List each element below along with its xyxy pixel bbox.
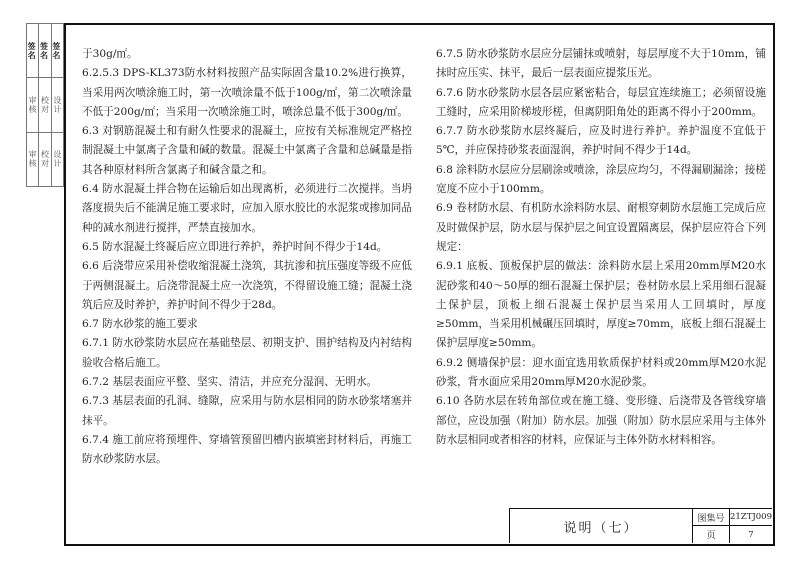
paragraph: 6.6 后浇带应采用补偿收缩混凝土浇筑，其抗渗和抗压强度等级不应低于两侧混凝土。后浇带混凝土应一次浇筑，不得留设施工缝；混凝土浇筑后应及时养护，养护时间不得少于28d。 xyxy=(82,260,412,311)
approval-label: 审核 xyxy=(27,78,38,132)
paragraph: 6.3 对钢筋混凝土和有耐久性要求的混凝土，应按有关标准规定严格控制混凝土中氯离子含量和碱的数量。混凝土中氯离子含量和总碱量是指其各种原材料所含氯离子和碱含量之和。 xyxy=(82,125,412,176)
paragraph: 6.9.2 侧墙保护层：迎水面宜选用软质保护材料或20mm厚M20水泥砂浆，背水面应采用20mm厚M20水泥砂浆。 xyxy=(436,356,766,389)
title-block-grid xyxy=(693,509,772,543)
paragraph: 6.8 涂料防水层应分层刷涂或喷涂，涂层应均匀，不得漏刷漏涂；接槎宽度不应小于100mm。 xyxy=(436,163,766,196)
approval-label: 设计 xyxy=(52,150,62,169)
paragraph: 6.7.6 防水砂浆防水层各层应紧密粘合，每层宜连续施工；必须留设施工缝时，应采用阶梯坡形槎，但离阴阳角处的距离不得小于200mm。 xyxy=(436,86,766,118)
page-label: 页 xyxy=(693,526,730,543)
approval-column xyxy=(27,24,39,186)
paragraph: 6.7.1 防水砂浆防水层应在基础垫层、初期支护、围护结构及内衬结构验收合格后施工。 xyxy=(82,337,412,369)
approval-label: 审核 xyxy=(28,150,38,169)
title-block xyxy=(509,508,772,543)
paragraph: 于30g/㎡。 xyxy=(82,48,138,60)
approval-label: 设计 xyxy=(52,78,63,132)
atlas-number-value: 21ZTJ009 xyxy=(730,509,772,526)
paragraph: 6.2.5.3 DPS-KL373防水材料按照产品实际固含量10.2%进行换算，当采用两次喷涂施工时，第一次喷涂量不低于100g/㎡，第二次喷涂量不低于200g/㎡；当采用一次喷涂施工时，喷涂总量不低于300g/㎡。 xyxy=(82,67,412,118)
paragraph: 6.7.3 基层表面的孔洞、缝隙，应采用与防水层相同的防水砂浆堵塞并抹平。 xyxy=(82,395,412,427)
page-number: 7 xyxy=(748,529,754,540)
paragraph: 6.7.2 基层表面应平整、坚实、清洁，并应充分湿润、无明水。 xyxy=(82,376,378,389)
approval-label: 校对 xyxy=(39,78,50,132)
paragraph: 6.7.5 防水砂浆防水层应分层铺抹或喷射，每层厚度不大于10mm，铺抹时应压实、抹平，最后一层表面应提浆压光。 xyxy=(436,48,766,80)
paragraph: 6.9.1 底板、顶板保护层的做法：涂料防水层上采用20mm厚M20水泥砂浆和40～50厚的细石混凝土保护层；卷材防水层上采用细石混凝土保护层，顶板上细石混凝土保护层当采用人工回填时，厚度≥50mm，当采用机械碾压回填时，厚度≥70mm，底板上细石混凝土保护层厚度≥50mm。 xyxy=(436,260,766,350)
paragraph: 6.9 卷材防水层、有机防水涂料防水层、耐根穿刺防水层施工完成后应及时做保护层，防水层与保护层之间宜设置隔离层，保护层应符合下列规定： xyxy=(436,202,766,253)
approval-column xyxy=(52,24,63,186)
approval-label: 校对 xyxy=(40,150,50,169)
signature-cell: 签名 xyxy=(27,24,38,78)
signature-cell: 签名 xyxy=(39,24,50,78)
paragraph: 6.7.4 施工前应将预埋件、穿墙管预留凹槽内嵌填密封材料后，再施工防水砂浆防水层。 xyxy=(82,433,412,466)
paragraph: 6.5 防水混凝土终凝后应立即进行养护，养护时间不得少于14d。 xyxy=(82,240,388,253)
drawing-title: 说明（七） xyxy=(510,509,693,543)
right-text-column xyxy=(436,45,766,450)
approval-strip xyxy=(26,23,64,187)
section-heading: 6.7 防水砂浆的施工要求 xyxy=(82,318,198,331)
atlas-number-label: 图集号 xyxy=(693,509,730,526)
paragraph: 6.10 各防水层在转角部位或在施工缝、变形缝、后浇带及各管线穿墙部位，应设加强（附加）防水层。加强（附加）防水层应采用与主体外防水层相同或者相容的材料，应保证与主体外防水材料相容。 xyxy=(436,395,766,446)
paragraph: 6.7.7 防水砂浆防水层终凝后，应及时进行养护。养护温度不宜低于5℃，并应保持砂浆表面湿润，养护时间不得少于14d。 xyxy=(436,125,766,157)
signature-cell: 签名 xyxy=(52,24,63,78)
approval-column xyxy=(39,24,51,186)
left-text-column xyxy=(82,45,412,470)
paragraph: 6.4 防水混凝土拌合物在运输后如出现离析，必须进行二次搅拌。当坍落度损失后不能满足施工要求时，应加入原水胶比的水泥浆或掺加同品种的减水剂进行搅拌，严禁直接加水。 xyxy=(82,183,412,234)
